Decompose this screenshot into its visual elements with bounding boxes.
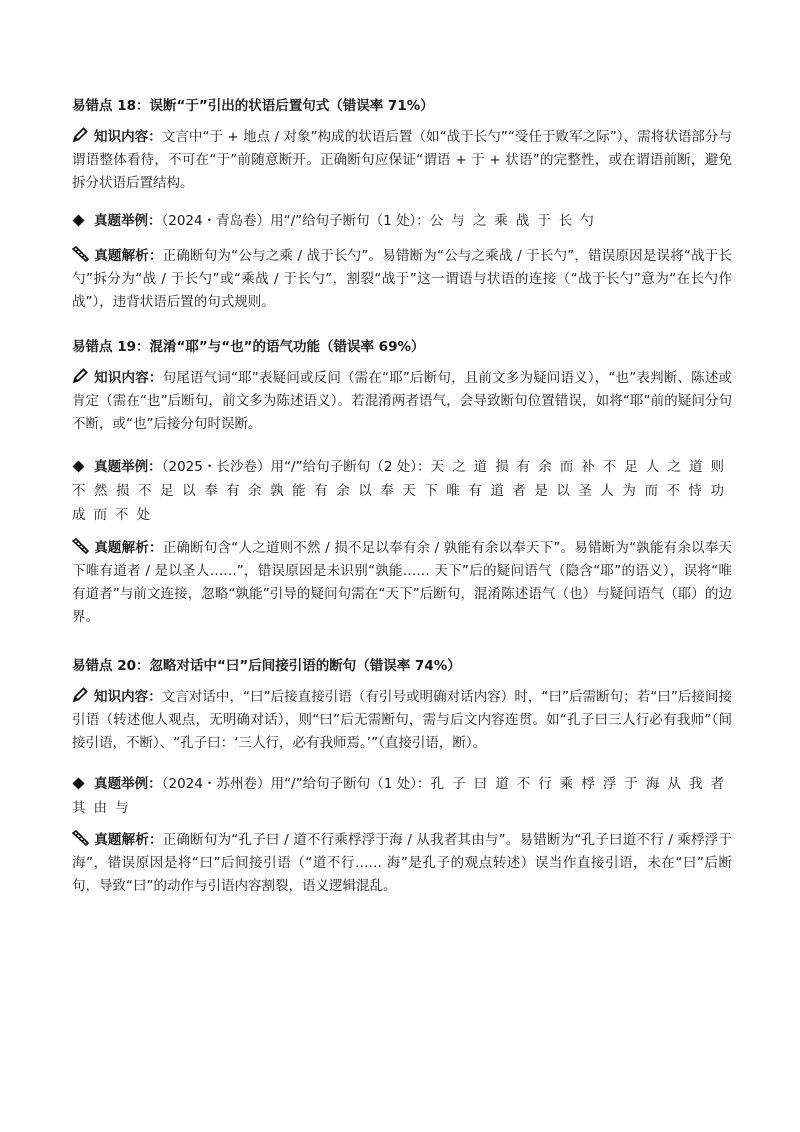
section-20-knowledge (72, 686, 732, 755)
example-source: （2024・青岛卷）用“/”给句子断句（1 处）： (161, 213, 430, 229)
pencil-icon (72, 368, 90, 384)
knowledge-label: 知识内容： (94, 370, 163, 386)
section-19-title: 易错点 19：混淆“耶”与“也”的语气功能（错误率 69%） (72, 339, 425, 355)
diamond-icon (72, 777, 90, 790)
diamond-icon (72, 460, 90, 473)
analysis-text: 正确断句为“公与之乘 / 战于长勺”。易错断为“公与之乘战 / 于长勺”，错误原因是误将“战于长勺”拆分为“战 / 于长勺”或“乘战 / 于长勺”，割裂“战于”这一谓语与状语的连接（“战于长勺”意为“在长勺作战”），违背状语后置的句式规则。 (72, 248, 733, 310)
section-19-example (72, 455, 732, 527)
analysis-text: 正确断句含“人之道则不然 / 损不足以奉有余 / 孰能有余以奉天下”。易错断为“孰能有余以奉天下唯有道者 / 是以圣人……”，错误原因是未识别“孰能…… 天下”后的疑问语气（隐含“耶”的语义），误将“唯有道者”与前文连接，忽略“孰能”引导的疑问句需在“天下”后断句，混淆陈述语气（也）与疑问语气（耶）的边界。 (72, 540, 732, 625)
knowledge-label: 知识内容： (94, 689, 162, 705)
example-label: 真题举例： (94, 776, 162, 792)
example-label: 真题举例： (94, 213, 162, 229)
section-18-title: 易错点 18：误断“于”引出的状语后置句式（错误率 71%） (72, 98, 434, 114)
example-text: 天之道损有余而补不足人之道则不然损不足以奉有余孰能有余以奉天下唯有道者是以圣人为而不恃功成而不处 (72, 459, 733, 523)
knowledge-text: 文言中“于 + 地点 / 对象”构成的状语后置（如“战于长勺”“受任于败军之际”），需将状语部分与谓语整体看待，不可在“于”前随意断开。正确断句应保证“谓语 + 于 + 状语”的完整性，或在谓语前断，避免拆分状语后置结构。 (72, 129, 732, 191)
section-20-example (72, 772, 732, 820)
knowledge-text: 文言对话中，“曰”后接直接引语（有引号或明确对话内容）时，“曰”后需断句；若“曰”后接间接引语（转述他人观点，无明确对话），则“曰”后无需断句，需与后文内容连贯。如“孔子曰三人行必有我师”（间接引语，不断）、“孔子曰：‘三人行，必有我师焉。’”（直接引语，断）。 (72, 689, 732, 751)
analysis-text: 正确断句为“孔子曰 / 道不行乘桴浮于海 / 从我者其由与”。易错断为“孔子曰道不行 / 乘桴浮于海”，错误原因是将“曰”后间接引语（“道不行…… 海”是孔子的观点转述）误当作直接引语，未在“曰”后断句，导致“曰”的动作与引语内容割裂，语义逻辑混乱。 (72, 832, 732, 894)
pencil-icon (72, 127, 90, 143)
example-text: 孔子曰道不行乘桴浮于海从我者其由与 (72, 776, 733, 816)
ruler-pencil-icon (72, 830, 90, 846)
section-18-example (72, 210, 732, 233)
example-text: 公与之乘战于长勺 (429, 213, 602, 229)
section-20-analysis (72, 829, 732, 898)
section-19-knowledge (72, 367, 732, 436)
pencil-icon (72, 687, 90, 703)
knowledge-text: 句尾语气词“耶”表疑问或反问（需在“耶”后断句，且前文多为疑问语义），“也”表判断、陈述或肯定（需在“也”后断句，前文多为陈述语义）。若混淆两者语气，会导致断句位置错误，如将“耶”前的疑问分句不断，或“也”后接分句时误断。 (72, 370, 733, 432)
analysis-label: 真题解析： (94, 540, 163, 556)
ruler-pencil-icon (72, 246, 90, 262)
example-source: （2024・苏州卷）用“/”给句子断句（1 处）： (161, 776, 431, 792)
section-18-knowledge (72, 126, 732, 195)
section-20-title: 易错点 20：忽略对话中“曰”后间接引语的断句（错误率 74%） (72, 658, 461, 674)
analysis-label: 真题解析： (94, 832, 163, 848)
section-18-analysis (72, 245, 732, 314)
section-19-analysis (72, 537, 732, 629)
diamond-icon (72, 214, 90, 227)
analysis-label: 真题解析： (94, 248, 163, 264)
ruler-pencil-icon (72, 538, 90, 554)
knowledge-label: 知识内容： (94, 129, 162, 145)
example-source: （2025・长沙卷）用“/”给句子断句（2 处）： (161, 459, 431, 475)
example-label: 真题举例： (94, 459, 162, 475)
